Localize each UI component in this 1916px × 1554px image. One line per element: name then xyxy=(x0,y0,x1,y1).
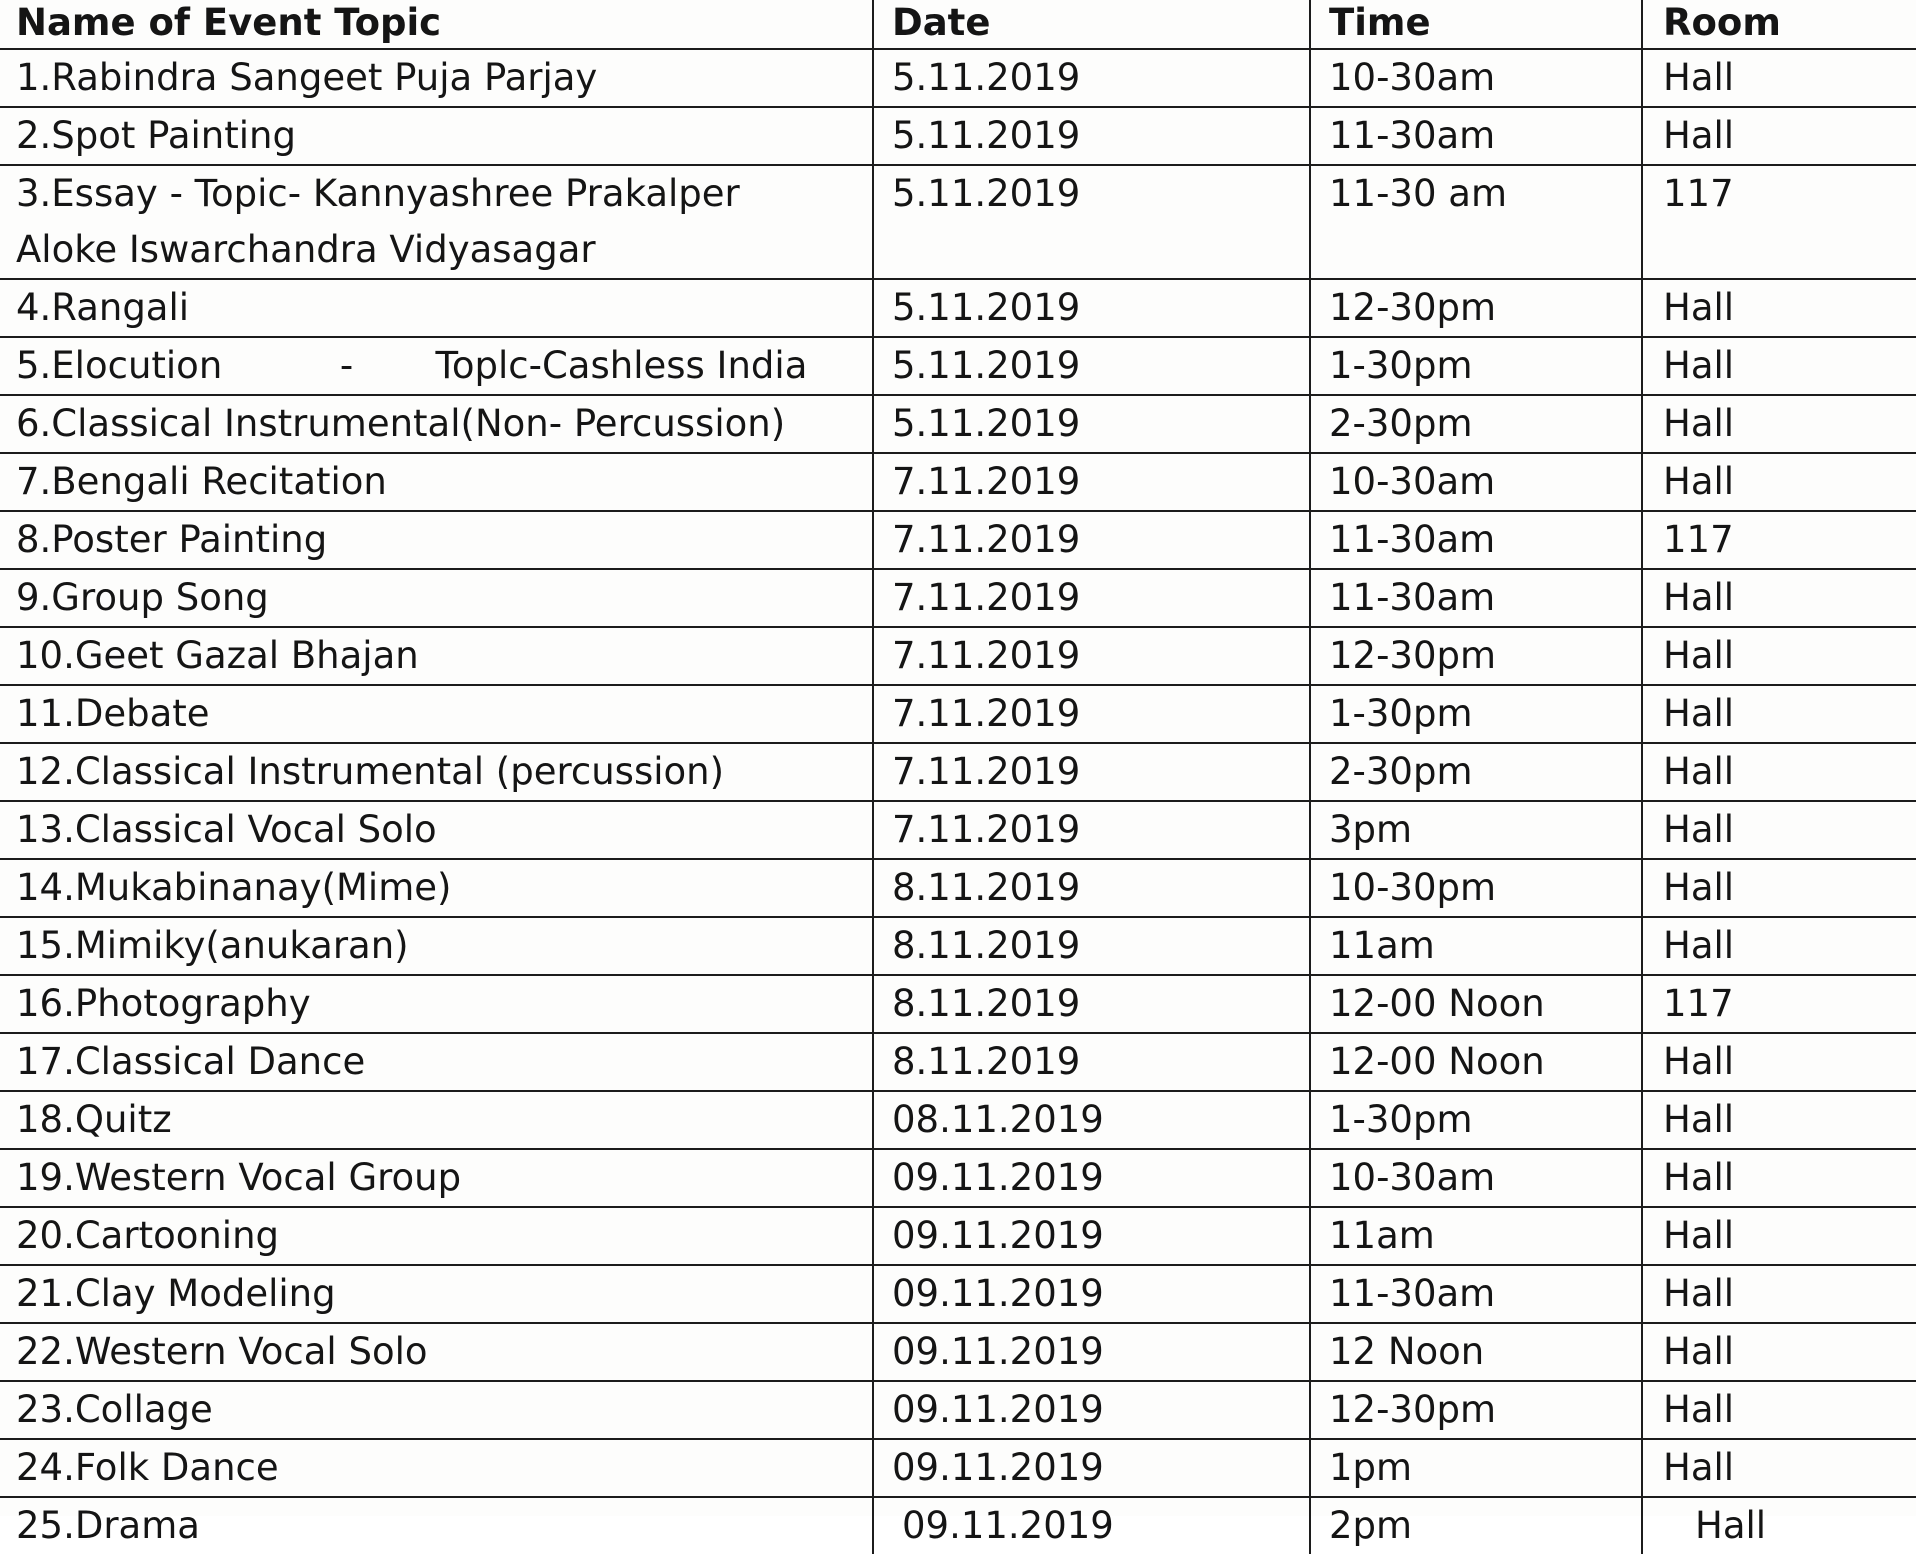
table-row xyxy=(0,337,1916,395)
event-room-cell: Hall xyxy=(1642,1381,1916,1439)
table-row xyxy=(0,1323,1916,1381)
event-name-cell: 11.Debate xyxy=(0,685,873,743)
event-time-cell: 11-30am xyxy=(1310,107,1642,165)
table-row xyxy=(0,1033,1916,1091)
event-date-cell: 8.11.2019 xyxy=(873,1033,1310,1091)
column-header-date: Date xyxy=(873,0,1310,49)
event-time-cell: 3pm xyxy=(1310,801,1642,859)
event-time-cell: 2-30pm xyxy=(1310,743,1642,801)
table-row xyxy=(0,1149,1916,1207)
event-room-cell: Hall xyxy=(1642,627,1916,685)
event-time-cell: 11-30am xyxy=(1310,569,1642,627)
event-name-cell: 15.Mimiky(anukaran) xyxy=(0,917,873,975)
table-row xyxy=(0,511,1916,569)
event-time-cell: 12-00 Noon xyxy=(1310,975,1642,1033)
event-room-cell: 117 xyxy=(1642,975,1916,1033)
event-time-cell: 11am xyxy=(1310,917,1642,975)
event-date-cell: 7.11.2019 xyxy=(873,511,1310,569)
table-row xyxy=(0,917,1916,975)
table-row xyxy=(0,743,1916,801)
event-time-cell: 2-30pm xyxy=(1310,395,1642,453)
event-date-cell: 5.11.2019 xyxy=(873,107,1310,165)
table-row xyxy=(0,627,1916,685)
event-room-cell: Hall xyxy=(1642,1323,1916,1381)
event-date-cell: 8.11.2019 xyxy=(873,859,1310,917)
event-name-cell: 18.Quitz xyxy=(0,1091,873,1149)
event-name-cell: 6.Classical Instrumental(Non- Percussion) xyxy=(0,395,873,453)
event-time-cell: 1-30pm xyxy=(1310,337,1642,395)
event-room-cell: Hall xyxy=(1642,1033,1916,1091)
table-row xyxy=(0,395,1916,453)
table-row xyxy=(0,569,1916,627)
event-name-cell: 9.Group Song xyxy=(0,569,873,627)
event-time-cell: 10-30am xyxy=(1310,49,1642,107)
event-room-cell: 117 xyxy=(1642,511,1916,569)
column-header-name: Name of Event Topic xyxy=(0,0,873,49)
column-header-time: Time xyxy=(1310,0,1642,49)
event-date-cell: 5.11.2019 xyxy=(873,165,1310,279)
table-row xyxy=(0,1439,1916,1497)
event-room-cell: Hall xyxy=(1642,917,1916,975)
event-room-cell: Hall xyxy=(1642,49,1916,107)
table-row xyxy=(0,165,1916,279)
table-row xyxy=(0,859,1916,917)
event-date-cell: 7.11.2019 xyxy=(873,801,1310,859)
event-date-cell: 7.11.2019 xyxy=(873,627,1310,685)
event-date-cell: 8.11.2019 xyxy=(873,975,1310,1033)
event-time-cell: 2pm xyxy=(1310,1497,1642,1554)
event-name-cell: 3.Essay - Topic- Kannyashree Prakalper Aloke Iswarchandra Vidyasagar xyxy=(0,165,873,279)
event-name-cell: 24.Folk Dance xyxy=(0,1439,873,1497)
event-date-cell: 09.11.2019 xyxy=(873,1265,1310,1323)
event-date-cell: 09.11.2019 xyxy=(873,1497,1310,1554)
event-time-cell: 1pm xyxy=(1310,1439,1642,1497)
event-name-cell: 7.Bengali Recitation xyxy=(0,453,873,511)
event-date-cell: 5.11.2019 xyxy=(873,337,1310,395)
event-room-cell: Hall xyxy=(1642,107,1916,165)
table-row xyxy=(0,107,1916,165)
event-time-cell: 12-30pm xyxy=(1310,1381,1642,1439)
event-name-cell: 4.Rangali xyxy=(0,279,873,337)
event-room-cell: Hall xyxy=(1642,395,1916,453)
event-date-cell: 7.11.2019 xyxy=(873,743,1310,801)
event-time-cell: 10-30am xyxy=(1310,453,1642,511)
event-time-cell: 12 Noon xyxy=(1310,1323,1642,1381)
event-date-cell: 7.11.2019 xyxy=(873,453,1310,511)
table-row xyxy=(0,1265,1916,1323)
event-room-cell: Hall xyxy=(1642,685,1916,743)
event-date-cell: 09.11.2019 xyxy=(873,1207,1310,1265)
event-date-cell: 09.11.2019 xyxy=(873,1149,1310,1207)
column-header-room: Room xyxy=(1642,0,1916,49)
event-date-cell: 7.11.2019 xyxy=(873,685,1310,743)
event-time-cell: 12-00 Noon xyxy=(1310,1033,1642,1091)
table-row xyxy=(0,279,1916,337)
event-name-cell: 5.Elocution - Toplc-Cashless India xyxy=(0,337,873,395)
event-time-cell: 12-30pm xyxy=(1310,627,1642,685)
event-date-cell: 5.11.2019 xyxy=(873,395,1310,453)
table-row xyxy=(0,453,1916,511)
event-room-cell: Hall xyxy=(1642,1149,1916,1207)
event-name-cell: 13.Classical Vocal Solo xyxy=(0,801,873,859)
table-row xyxy=(0,1091,1916,1149)
event-date-cell: 09.11.2019 xyxy=(873,1323,1310,1381)
event-date-cell: 5.11.2019 xyxy=(873,49,1310,107)
event-name-cell: 2.Spot Painting xyxy=(0,107,873,165)
event-room-cell: Hall xyxy=(1642,279,1916,337)
event-room-cell: Hall xyxy=(1642,1497,1916,1554)
event-room-cell: Hall xyxy=(1642,1265,1916,1323)
event-time-cell: 10-30pm xyxy=(1310,859,1642,917)
event-name-cell: 23.Collage xyxy=(0,1381,873,1439)
event-date-cell: 7.11.2019 xyxy=(873,569,1310,627)
event-time-cell: 1-30pm xyxy=(1310,1091,1642,1149)
event-room-cell: Hall xyxy=(1642,1207,1916,1265)
table-row xyxy=(0,49,1916,107)
event-name-cell: 25.Drama xyxy=(0,1497,873,1554)
header-row xyxy=(0,0,1916,49)
event-room-cell: Hall xyxy=(1642,1439,1916,1497)
event-room-cell: Hall xyxy=(1642,569,1916,627)
event-room-cell: Hall xyxy=(1642,337,1916,395)
event-time-cell: 12-30pm xyxy=(1310,279,1642,337)
event-room-cell: Hall xyxy=(1642,859,1916,917)
event-name-cell: 19.Western Vocal Group xyxy=(0,1149,873,1207)
event-name-cell: 21.Clay Modeling xyxy=(0,1265,873,1323)
table-row xyxy=(0,975,1916,1033)
event-time-cell: 11-30am xyxy=(1310,1265,1642,1323)
event-time-cell: 10-30am xyxy=(1310,1149,1642,1207)
table-row xyxy=(0,1207,1916,1265)
event-date-cell: 09.11.2019 xyxy=(873,1439,1310,1497)
event-time-cell: 11am xyxy=(1310,1207,1642,1265)
event-name-cell: 16.Photography xyxy=(0,975,873,1033)
event-date-cell: 5.11.2019 xyxy=(873,279,1310,337)
event-date-cell: 09.11.2019 xyxy=(873,1381,1310,1439)
event-name-cell: 20.Cartooning xyxy=(0,1207,873,1265)
event-room-cell: Hall xyxy=(1642,453,1916,511)
event-time-cell: 11-30 am xyxy=(1310,165,1642,279)
table-row xyxy=(0,1497,1916,1554)
event-date-cell: 8.11.2019 xyxy=(873,917,1310,975)
event-name-cell: 14.Mukabinanay(Mime) xyxy=(0,859,873,917)
event-time-cell: 1-30pm xyxy=(1310,685,1642,743)
event-room-cell: Hall xyxy=(1642,743,1916,801)
event-name-cell: 8.Poster Painting xyxy=(0,511,873,569)
event-room-cell: Hall xyxy=(1642,1091,1916,1149)
table-row xyxy=(0,801,1916,859)
event-time-cell: 11-30am xyxy=(1310,511,1642,569)
table-row xyxy=(0,685,1916,743)
event-room-cell: 117 xyxy=(1642,165,1916,279)
event-name-cell: 17.Classical Dance xyxy=(0,1033,873,1091)
event-name-cell: 22.Western Vocal Solo xyxy=(0,1323,873,1381)
table-row xyxy=(0,1381,1916,1439)
event-name-cell: 12.Classical Instrumental (percussion) xyxy=(0,743,873,801)
event-room-cell: Hall xyxy=(1642,801,1916,859)
event-date-cell: 08.11.2019 xyxy=(873,1091,1310,1149)
event-name-cell: 10.Geet Gazal Bhajan xyxy=(0,627,873,685)
event-name-cell: 1.Rabindra Sangeet Puja Parjay xyxy=(0,49,873,107)
